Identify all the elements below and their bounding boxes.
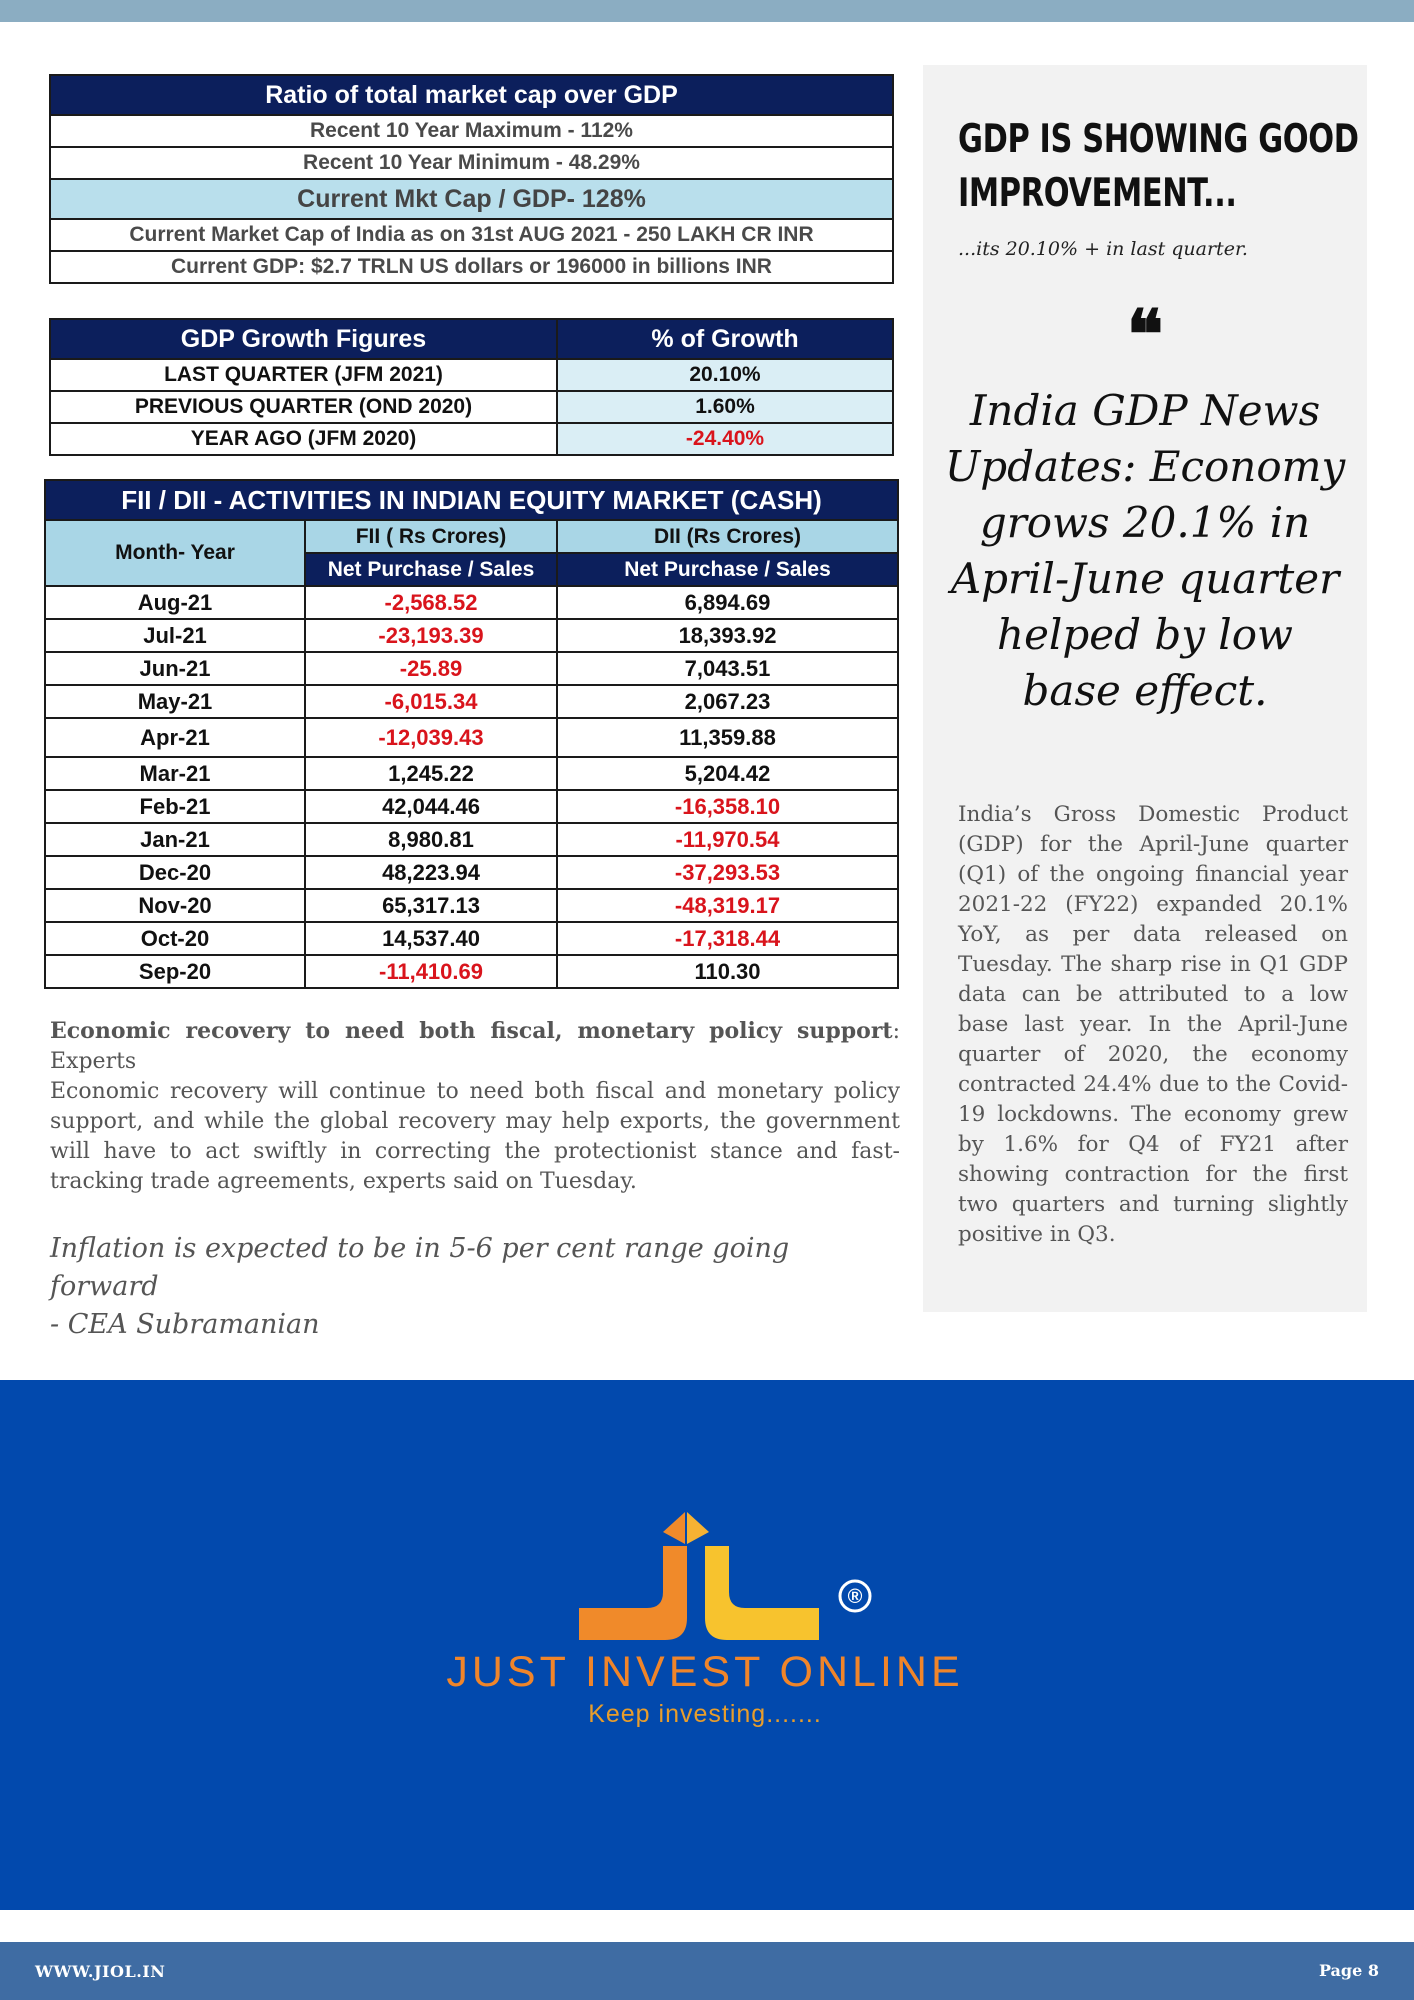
col-dii-sub: Net Purchase / Sales (557, 553, 898, 586)
fii-table-body (45, 586, 898, 988)
col-month-year: Month- Year (45, 520, 305, 586)
fii-cell-fii: -2,568.52 (305, 586, 557, 619)
fii-cell-month: Jul-21 (45, 619, 305, 652)
table-row (50, 391, 893, 423)
sidebar-pull-quote: India GDP News Updates: Economy grows 20.1% in April-June quarter helped by low base effect. (944, 386, 1346, 715)
fii-cell-fii: 48,223.94 (305, 856, 557, 889)
registered-mark: ® (847, 1586, 863, 1608)
ratio-row: Recent 10 Year Maximum - 112% (50, 115, 893, 147)
article-body: Economic recovery will continue to need both fiscal and monetary policy support, and while the global recovery may help exports, the government will have to act swiftly in correcting the protectionist stance and fast-tracking trade agreements, experts said on Tuesday. (50, 1079, 900, 1194)
table-row (45, 652, 898, 685)
table-row (45, 922, 898, 955)
fii-cell-fii: -25.89 (305, 652, 557, 685)
fii-table-title: FII / DII - ACTIVITIES IN INDIAN EQUITY MARKET (CASH) (45, 480, 898, 520)
ratio-row: Current Market Cap of India as on 31st AUG 2021 - 250 LAKH CR INR (50, 219, 893, 251)
fii-cell-month: Apr-21 (45, 718, 305, 757)
sidebar-panel (923, 65, 1367, 1312)
fii-cell-dii: 7,043.51 (557, 652, 898, 685)
table-row (45, 757, 898, 790)
table-row (45, 823, 898, 856)
brand-name: JUST INVEST ONLINE (446, 1648, 964, 1696)
inflation-quote (50, 1230, 900, 1344)
inflation-quote-text: Inflation is expected to be in 5-6 per cent range going forward (50, 1233, 790, 1302)
fii-dii-table (44, 479, 899, 989)
fii-cell-fii: 1,245.22 (305, 757, 557, 790)
growth-header-label: GDP Growth Figures (50, 319, 557, 359)
fii-cell-dii: -48,319.17 (557, 889, 898, 922)
fii-cell-month: Mar-21 (45, 757, 305, 790)
fii-cell-dii: -17,318.44 (557, 922, 898, 955)
sidebar-subtitle: ...its 20.10% + in last quarter. (958, 238, 1248, 260)
fii-cell-fii: 14,537.40 (305, 922, 557, 955)
ratio-table (49, 74, 894, 284)
fii-cell-fii: -12,039.43 (305, 718, 557, 757)
growth-label: LAST QUARTER (JFM 2021) (50, 359, 557, 391)
article-lead-suffix: : Experts (50, 1019, 900, 1074)
table-row (50, 359, 893, 391)
logo-band (0, 1380, 1414, 1910)
article-lead: Economic recovery to need both fiscal, monetary policy support (50, 1018, 893, 1044)
growth-value: 20.10% (557, 359, 893, 391)
brand-tagline: Keep investing....... (588, 1700, 822, 1728)
growth-label: PREVIOUS QUARTER (OND 2020) (50, 391, 557, 423)
growth-header-value: % of Growth (557, 319, 893, 359)
ratio-table-title: Ratio of total market cap over GDP (50, 75, 893, 115)
fii-cell-month: Aug-21 (45, 586, 305, 619)
col-fii: FII ( Rs Crores) (305, 520, 557, 553)
fii-cell-fii: -23,193.39 (305, 619, 557, 652)
sidebar-title-line: IMPROVEMENT... (958, 171, 1237, 216)
footer-website-link[interactable]: WWW.JIOL.IN (35, 1962, 166, 1981)
fii-cell-fii: 8,980.81 (305, 823, 557, 856)
page-number: Page 8 (1318, 1961, 1379, 1980)
fii-cell-dii: -16,358.10 (557, 790, 898, 823)
table-row (45, 718, 898, 757)
jl-logo-mark-icon (415, 1500, 995, 1660)
article (50, 1016, 900, 1197)
top-strip (0, 0, 1414, 22)
fii-cell-month: May-21 (45, 685, 305, 718)
fii-cell-dii: 6,894.69 (557, 586, 898, 619)
table-row (50, 423, 893, 455)
table-row (45, 685, 898, 718)
inflation-quote-author: - CEA Subramanian (50, 1309, 320, 1340)
col-dii: DII (Rs Crores) (557, 520, 898, 553)
ratio-row-highlight: Current Mkt Cap / GDP- 128% (50, 179, 893, 219)
fii-cell-month: Sep-20 (45, 955, 305, 988)
ratio-row: Recent 10 Year Minimum - 48.29% (50, 147, 893, 179)
growth-label: YEAR AGO (JFM 2020) (50, 423, 557, 455)
table-row (45, 619, 898, 652)
fii-cell-dii: 18,393.92 (557, 619, 898, 652)
sidebar-body: India’s Gross Domestic Product (GDP) for the April-June quarter (Q1) of the ongoing financial year 2021-22 (FY22) expanded 20.1% YoY, as per data released on Tuesday. The sharp rise in Q1 GDP data can be attributed to a low base last year. In the April-June quarter of 2020, the economy contracted 24.4% due to the Covid-19 lockdowns. The economy grew by 1.6% for Q4 of FY21 after showing contraction for the first two quarters and turning slightly positive in Q3. (958, 802, 1348, 1247)
fii-cell-fii: -11,410.69 (305, 955, 557, 988)
table-row (45, 889, 898, 922)
fii-cell-fii: 42,044.46 (305, 790, 557, 823)
fii-cell-month: Jun-21 (45, 652, 305, 685)
fii-cell-dii: -11,970.54 (557, 823, 898, 856)
col-fii-sub: Net Purchase / Sales (305, 553, 557, 586)
growth-value-negative: -24.40% (557, 423, 893, 455)
fii-cell-fii: 65,317.13 (305, 889, 557, 922)
fii-cell-month: Jan-21 (45, 823, 305, 856)
jiol-logo (415, 1500, 995, 1770)
fii-cell-dii: 2,067.23 (557, 685, 898, 718)
fii-cell-dii: 110.30 (557, 955, 898, 988)
fii-cell-dii: -37,293.53 (557, 856, 898, 889)
fii-cell-month: Feb-21 (45, 790, 305, 823)
fii-cell-dii: 11,359.88 (557, 718, 898, 757)
ratio-row: Current GDP: $2.7 TRLN US dollars or 196000 in billions INR (50, 251, 893, 283)
sidebar-title-line: GDP IS SHOWING GOOD (958, 117, 1359, 162)
fii-cell-fii: -6,015.34 (305, 685, 557, 718)
fii-cell-month: Dec-20 (45, 856, 305, 889)
gdp-growth-table (49, 318, 894, 456)
table-row (45, 586, 898, 619)
sidebar-title (958, 113, 1359, 221)
quote-mark-icon: ❝ (1126, 295, 1164, 375)
footer (0, 1942, 1414, 2000)
growth-value: 1.60% (557, 391, 893, 423)
table-row (45, 790, 898, 823)
fii-cell-month: Nov-20 (45, 889, 305, 922)
table-row (45, 955, 898, 988)
fii-cell-dii: 5,204.42 (557, 757, 898, 790)
table-row (45, 856, 898, 889)
fii-cell-month: Oct-20 (45, 922, 305, 955)
